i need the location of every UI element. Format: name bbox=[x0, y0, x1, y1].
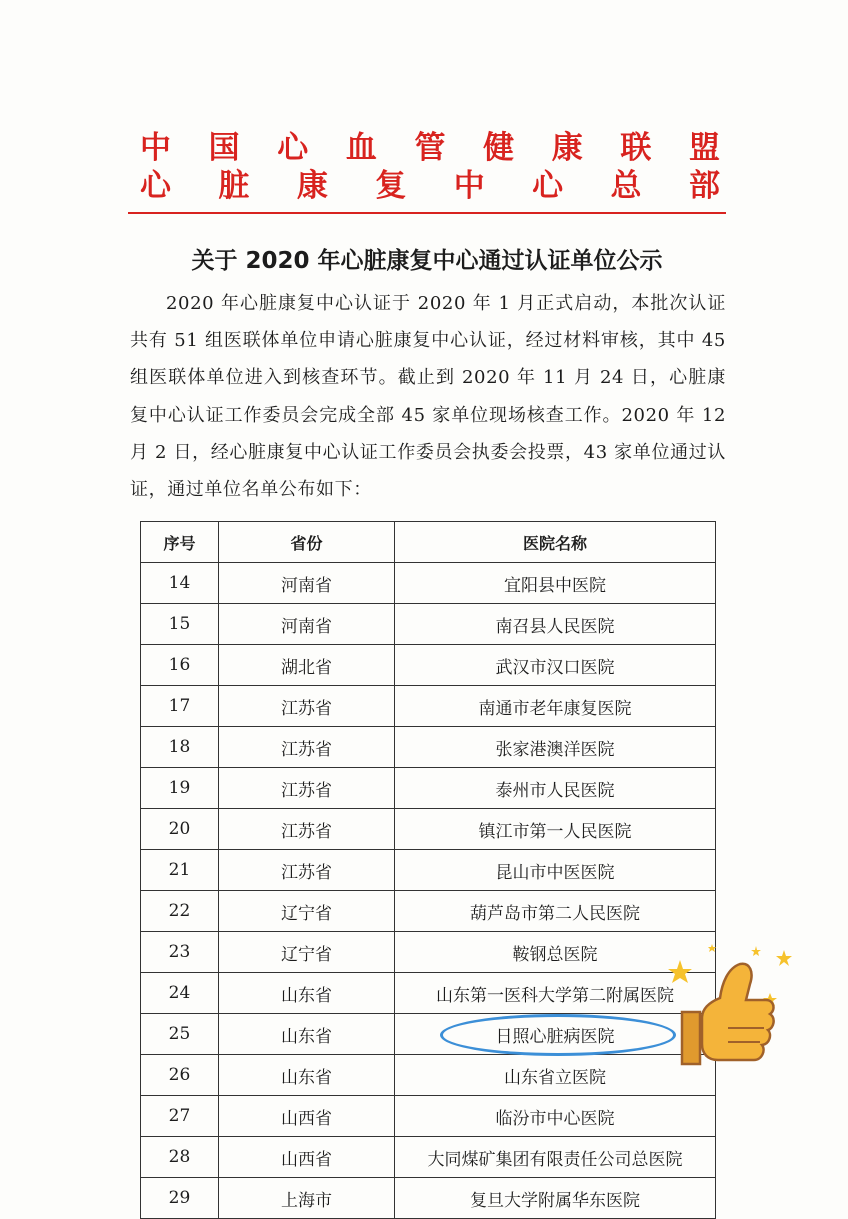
letterhead-char: 康 bbox=[296, 168, 328, 204]
highlight-circle bbox=[440, 1014, 676, 1056]
cell-index: 25 bbox=[141, 1014, 219, 1055]
header-hospital: 医院名称 bbox=[395, 522, 716, 563]
letterhead-char: 心 bbox=[140, 168, 171, 204]
table-row bbox=[141, 1055, 716, 1096]
cell-index: 16 bbox=[141, 645, 219, 686]
cell-province: 江苏省 bbox=[219, 727, 395, 768]
letterhead-char: 中 bbox=[140, 130, 171, 166]
letterhead-char: 盟 bbox=[689, 130, 720, 166]
cell-hospital: 鞍钢总医院 bbox=[395, 932, 716, 973]
table-row bbox=[141, 891, 716, 932]
cell-hospital: 武汉市汉口医院 bbox=[395, 645, 716, 686]
cell-province: 江苏省 bbox=[219, 686, 395, 727]
cell-index: 14 bbox=[141, 563, 219, 604]
letterhead-char: 联 bbox=[620, 130, 652, 166]
table-row bbox=[141, 1137, 716, 1178]
header-province: 省份 bbox=[219, 522, 395, 563]
table-row bbox=[141, 1178, 716, 1219]
letterhead-char: 复 bbox=[375, 168, 407, 204]
letterhead-char: 康 bbox=[551, 130, 583, 166]
cell-index: 23 bbox=[141, 932, 219, 973]
cell-hospital: 大同煤矿集团有限责任公司总医院 bbox=[395, 1137, 716, 1178]
cell-index: 15 bbox=[141, 604, 219, 645]
cell-hospital: 复旦大学附属华东医院 bbox=[395, 1178, 716, 1219]
cell-index: 24 bbox=[141, 973, 219, 1014]
thumbs-up-icon bbox=[662, 938, 802, 1088]
table-row bbox=[141, 768, 716, 809]
cell-index: 19 bbox=[141, 768, 219, 809]
cell-province: 江苏省 bbox=[219, 768, 395, 809]
cell-province: 山东省 bbox=[219, 1055, 395, 1096]
cell-province: 山东省 bbox=[219, 1014, 395, 1055]
cell-hospital: 张家港澳洋医院 bbox=[395, 727, 716, 768]
letterhead-char: 国 bbox=[208, 130, 240, 166]
header-index: 序号 bbox=[141, 522, 219, 563]
cell-province: 山东省 bbox=[219, 973, 395, 1014]
cell-index: 21 bbox=[141, 850, 219, 891]
letterhead-char: 健 bbox=[483, 130, 515, 166]
hospital-table bbox=[140, 521, 716, 1219]
cell-province: 山西省 bbox=[219, 1096, 395, 1137]
cell-hospital: 南召县人民医院 bbox=[395, 604, 716, 645]
letterhead-char: 总 bbox=[610, 168, 642, 204]
cell-province: 上海市 bbox=[219, 1178, 395, 1219]
letterhead-char: 中 bbox=[453, 168, 485, 204]
body-paragraph: 2020 年心脏康复中心认证于 2020 年 1 月正式启动，本批次认证共有 51 组医联体单位申请心脏康复中心认证，经过材料审核，其中 45 组医联体单位进入到核查环节。截止到 2020 年 11 月 24 日，心脏康复中心认证工作委员会完成全部 45 家单位现场核查工作。2020 年 12 月 2 日，经心脏康复中心认证工作委员会执委会投票，43 家单位通过认证，通过单位名单公布如下： bbox=[130, 293, 726, 501]
letterhead-char: 管 bbox=[414, 130, 446, 166]
table-row bbox=[141, 932, 716, 973]
letterhead-char: 部 bbox=[688, 168, 720, 204]
cell-province: 江苏省 bbox=[219, 809, 395, 850]
letterhead-line-2 bbox=[140, 160, 720, 205]
cell-hospital: 南通市老年康复医院 bbox=[395, 686, 716, 727]
cell-province: 山西省 bbox=[219, 1137, 395, 1178]
cell-hospital: 日照心脏病医院 bbox=[395, 1014, 716, 1055]
cell-hospital: 泰州市人民医院 bbox=[395, 768, 716, 809]
table-row bbox=[141, 686, 716, 727]
cell-hospital: 山东第一医科大学第二附属医院 bbox=[395, 973, 716, 1014]
table-row bbox=[141, 809, 716, 850]
letterhead-char: 脏 bbox=[218, 168, 250, 204]
table-row bbox=[141, 1096, 716, 1137]
cell-province: 江苏省 bbox=[219, 850, 395, 891]
cell-index: 20 bbox=[141, 809, 219, 850]
cell-index: 26 bbox=[141, 1055, 219, 1096]
cell-index: 29 bbox=[141, 1178, 219, 1219]
table-row bbox=[141, 850, 716, 891]
letterhead-char: 心 bbox=[277, 130, 309, 166]
cell-hospital: 宜阳县中医院 bbox=[395, 563, 716, 604]
letterhead-char: 心 bbox=[532, 168, 564, 204]
table-header-row bbox=[141, 522, 716, 563]
cell-hospital: 山东省立医院 bbox=[395, 1055, 716, 1096]
cell-province: 辽宁省 bbox=[219, 932, 395, 973]
cell-hospital: 葫芦岛市第二人民医院 bbox=[395, 891, 716, 932]
cell-province: 湖北省 bbox=[219, 645, 395, 686]
letterhead-rule bbox=[128, 212, 726, 214]
table-row bbox=[141, 563, 716, 604]
cell-index: 17 bbox=[141, 686, 219, 727]
cell-index: 28 bbox=[141, 1137, 219, 1178]
cell-province: 辽宁省 bbox=[219, 891, 395, 932]
cell-hospital: 临汾市中心医院 bbox=[395, 1096, 716, 1137]
page-title: 关于 2020 年心脏康复中心通过认证单位公示 bbox=[191, 248, 663, 274]
letterhead-char: 血 bbox=[345, 130, 377, 166]
table-row bbox=[141, 604, 716, 645]
table-row bbox=[141, 727, 716, 768]
table-row bbox=[141, 645, 716, 686]
cell-index: 18 bbox=[141, 727, 219, 768]
cell-province: 河南省 bbox=[219, 563, 395, 604]
cell-hospital: 昆山市中医医院 bbox=[395, 850, 716, 891]
cell-province: 河南省 bbox=[219, 604, 395, 645]
cell-index: 27 bbox=[141, 1096, 219, 1137]
cell-index: 22 bbox=[141, 891, 219, 932]
cell-hospital: 镇江市第一人民医院 bbox=[395, 809, 716, 850]
table-row bbox=[141, 973, 716, 1014]
